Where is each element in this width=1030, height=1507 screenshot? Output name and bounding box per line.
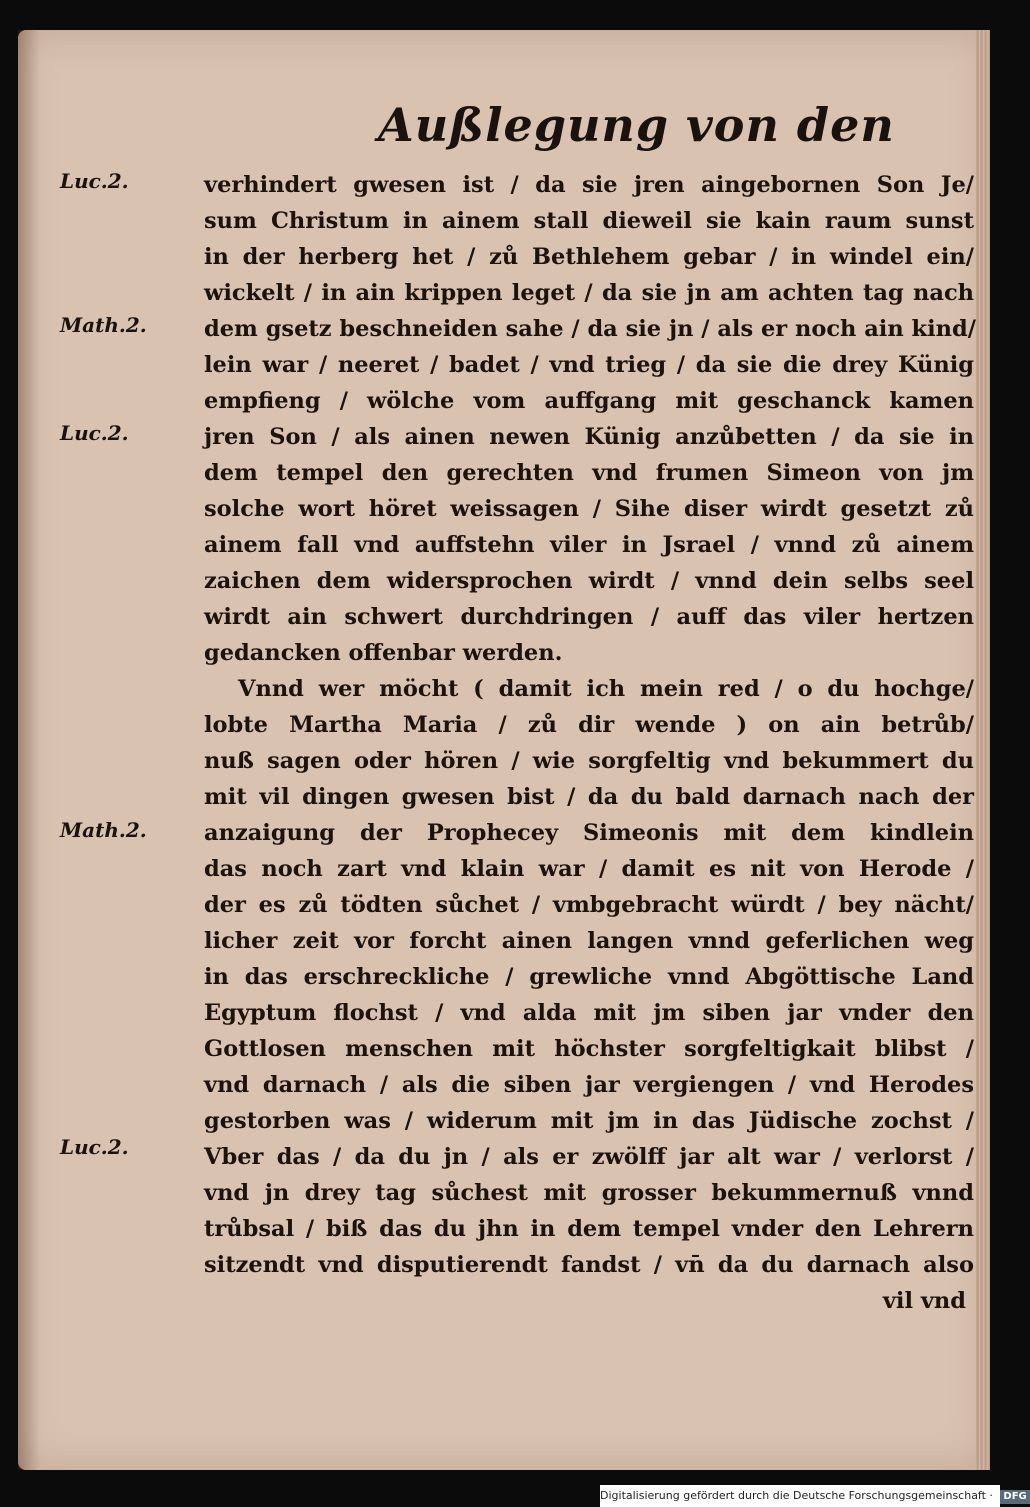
- text-line: trůbsal / biß das du jhn in dem tempel vnder den Lehrern: [204, 1216, 974, 1242]
- text-line: in der herberg het / zů Bethlehem gebar / in windel ein/: [204, 244, 974, 270]
- text-line: solche wort höret weissagen / Sihe diser wirdt gesetzt zů: [204, 496, 974, 522]
- text-line: verhindert gwesen ist / da sie jren aingebornen Son Je/: [204, 172, 974, 198]
- body-text: [204, 167, 974, 1319]
- text-line: gedancken offenbar werden.: [204, 640, 563, 666]
- margin-note-math-2: Math.2.: [60, 818, 147, 842]
- text-line: zaichen dem widersprochen wirdt / vnnd dein selbs seel: [204, 568, 974, 594]
- text-line: lobte Martha Maria / zů dir wende ) on ain betrůb/: [204, 712, 974, 738]
- text-line: licher zeit vor forcht ainen langen vnnd geferlichen weg: [204, 928, 974, 954]
- text-line: mit vil dingen gwesen bist / da du bald darnach nach der: [204, 784, 974, 810]
- text-line: der es zů tödten sůchet / vmbgebracht würdt / bey nächt/: [204, 892, 974, 918]
- text-line: empfieng / wölche vom auffgang mit geschanck kamen: [204, 388, 974, 414]
- text-line: nuß sagen oder hören / wie sorgfeltig vnd bekummert du: [204, 748, 974, 774]
- margin-note-luc-1: Luc.2.: [60, 169, 129, 193]
- paragraph-start-line: Vnnd wer möcht ( damit ich mein red / o du hochge/: [238, 676, 974, 702]
- text-line: das noch zart vnd klain war / damit es nit von Herode /: [204, 856, 974, 882]
- catchword: vil vnd: [882, 1288, 966, 1314]
- text-line: gestorben was / widerum mit jm in das Jüdische zochst /: [204, 1108, 974, 1134]
- text-line: wickelt / in ain krippen leget / da sie jn am achten tag nach: [204, 280, 974, 306]
- text-line: sitzendt vnd disputierendt fandst / vn̄ da du darnach also: [204, 1252, 974, 1278]
- text-line: vnd jn drey tag sůchest mit grosser bekummernuß vnnd: [204, 1180, 974, 1206]
- page-edge: [976, 30, 990, 1470]
- book-page: [18, 30, 990, 1470]
- margin-note-math-1: Math.2.: [60, 313, 147, 337]
- text-line: jren Son / als ainen newen Künig anzůbetten / da sie in: [204, 424, 974, 450]
- text-line: Gottlosen menschen mit höchster sorgfeltigkait blibst /: [204, 1036, 974, 1062]
- text-line: dem tempel den gerechten vnd frumen Simeon von jm: [204, 460, 974, 486]
- margin-note-luc-2: Luc.2.: [60, 421, 129, 445]
- text-line: lein war / neeret / badet / vnd trieg / da sie die drey Künig: [204, 352, 974, 378]
- text-line: ainem fall vnd auffstehn viler in Jsrael / vnnd zů ainem: [204, 532, 974, 558]
- text-line: Egyptum flochst / vnd alda mit jm siben jar vnder den: [204, 1000, 974, 1026]
- text-line: anzaigung der Prophecey Simeonis mit dem kindlein: [204, 820, 974, 846]
- credit-text: Digitalisierung gefördert durch die Deutsche Forschungsgemeinschaft ·: [600, 1489, 993, 1502]
- text-line: in das erschreckliche / grewliche vnnd Abgöttische Land: [204, 964, 974, 990]
- text-line: sum Christum in ainem stall dieweil sie kain raum sunst: [204, 208, 974, 234]
- margin-note-luc-3: Luc.2.: [60, 1135, 129, 1159]
- text-line: wirdt ain schwert durchdringen / auff das viler hertzen: [204, 604, 974, 630]
- text-line: Vber das / da du jn / als er zwölff jar alt war / verlorst /: [204, 1144, 974, 1170]
- text-line: dem gsetz beschneiden sahe / da sie jn / als er noch ain kind/: [204, 316, 976, 342]
- running-head: Außlegung von den: [378, 98, 895, 152]
- dfg-logo: DFG: [1000, 1490, 1029, 1504]
- text-line: vnd darnach / als die siben jar vergiengen / vnd Herodes: [204, 1072, 974, 1098]
- digitization-credit-banner: [600, 1485, 1027, 1507]
